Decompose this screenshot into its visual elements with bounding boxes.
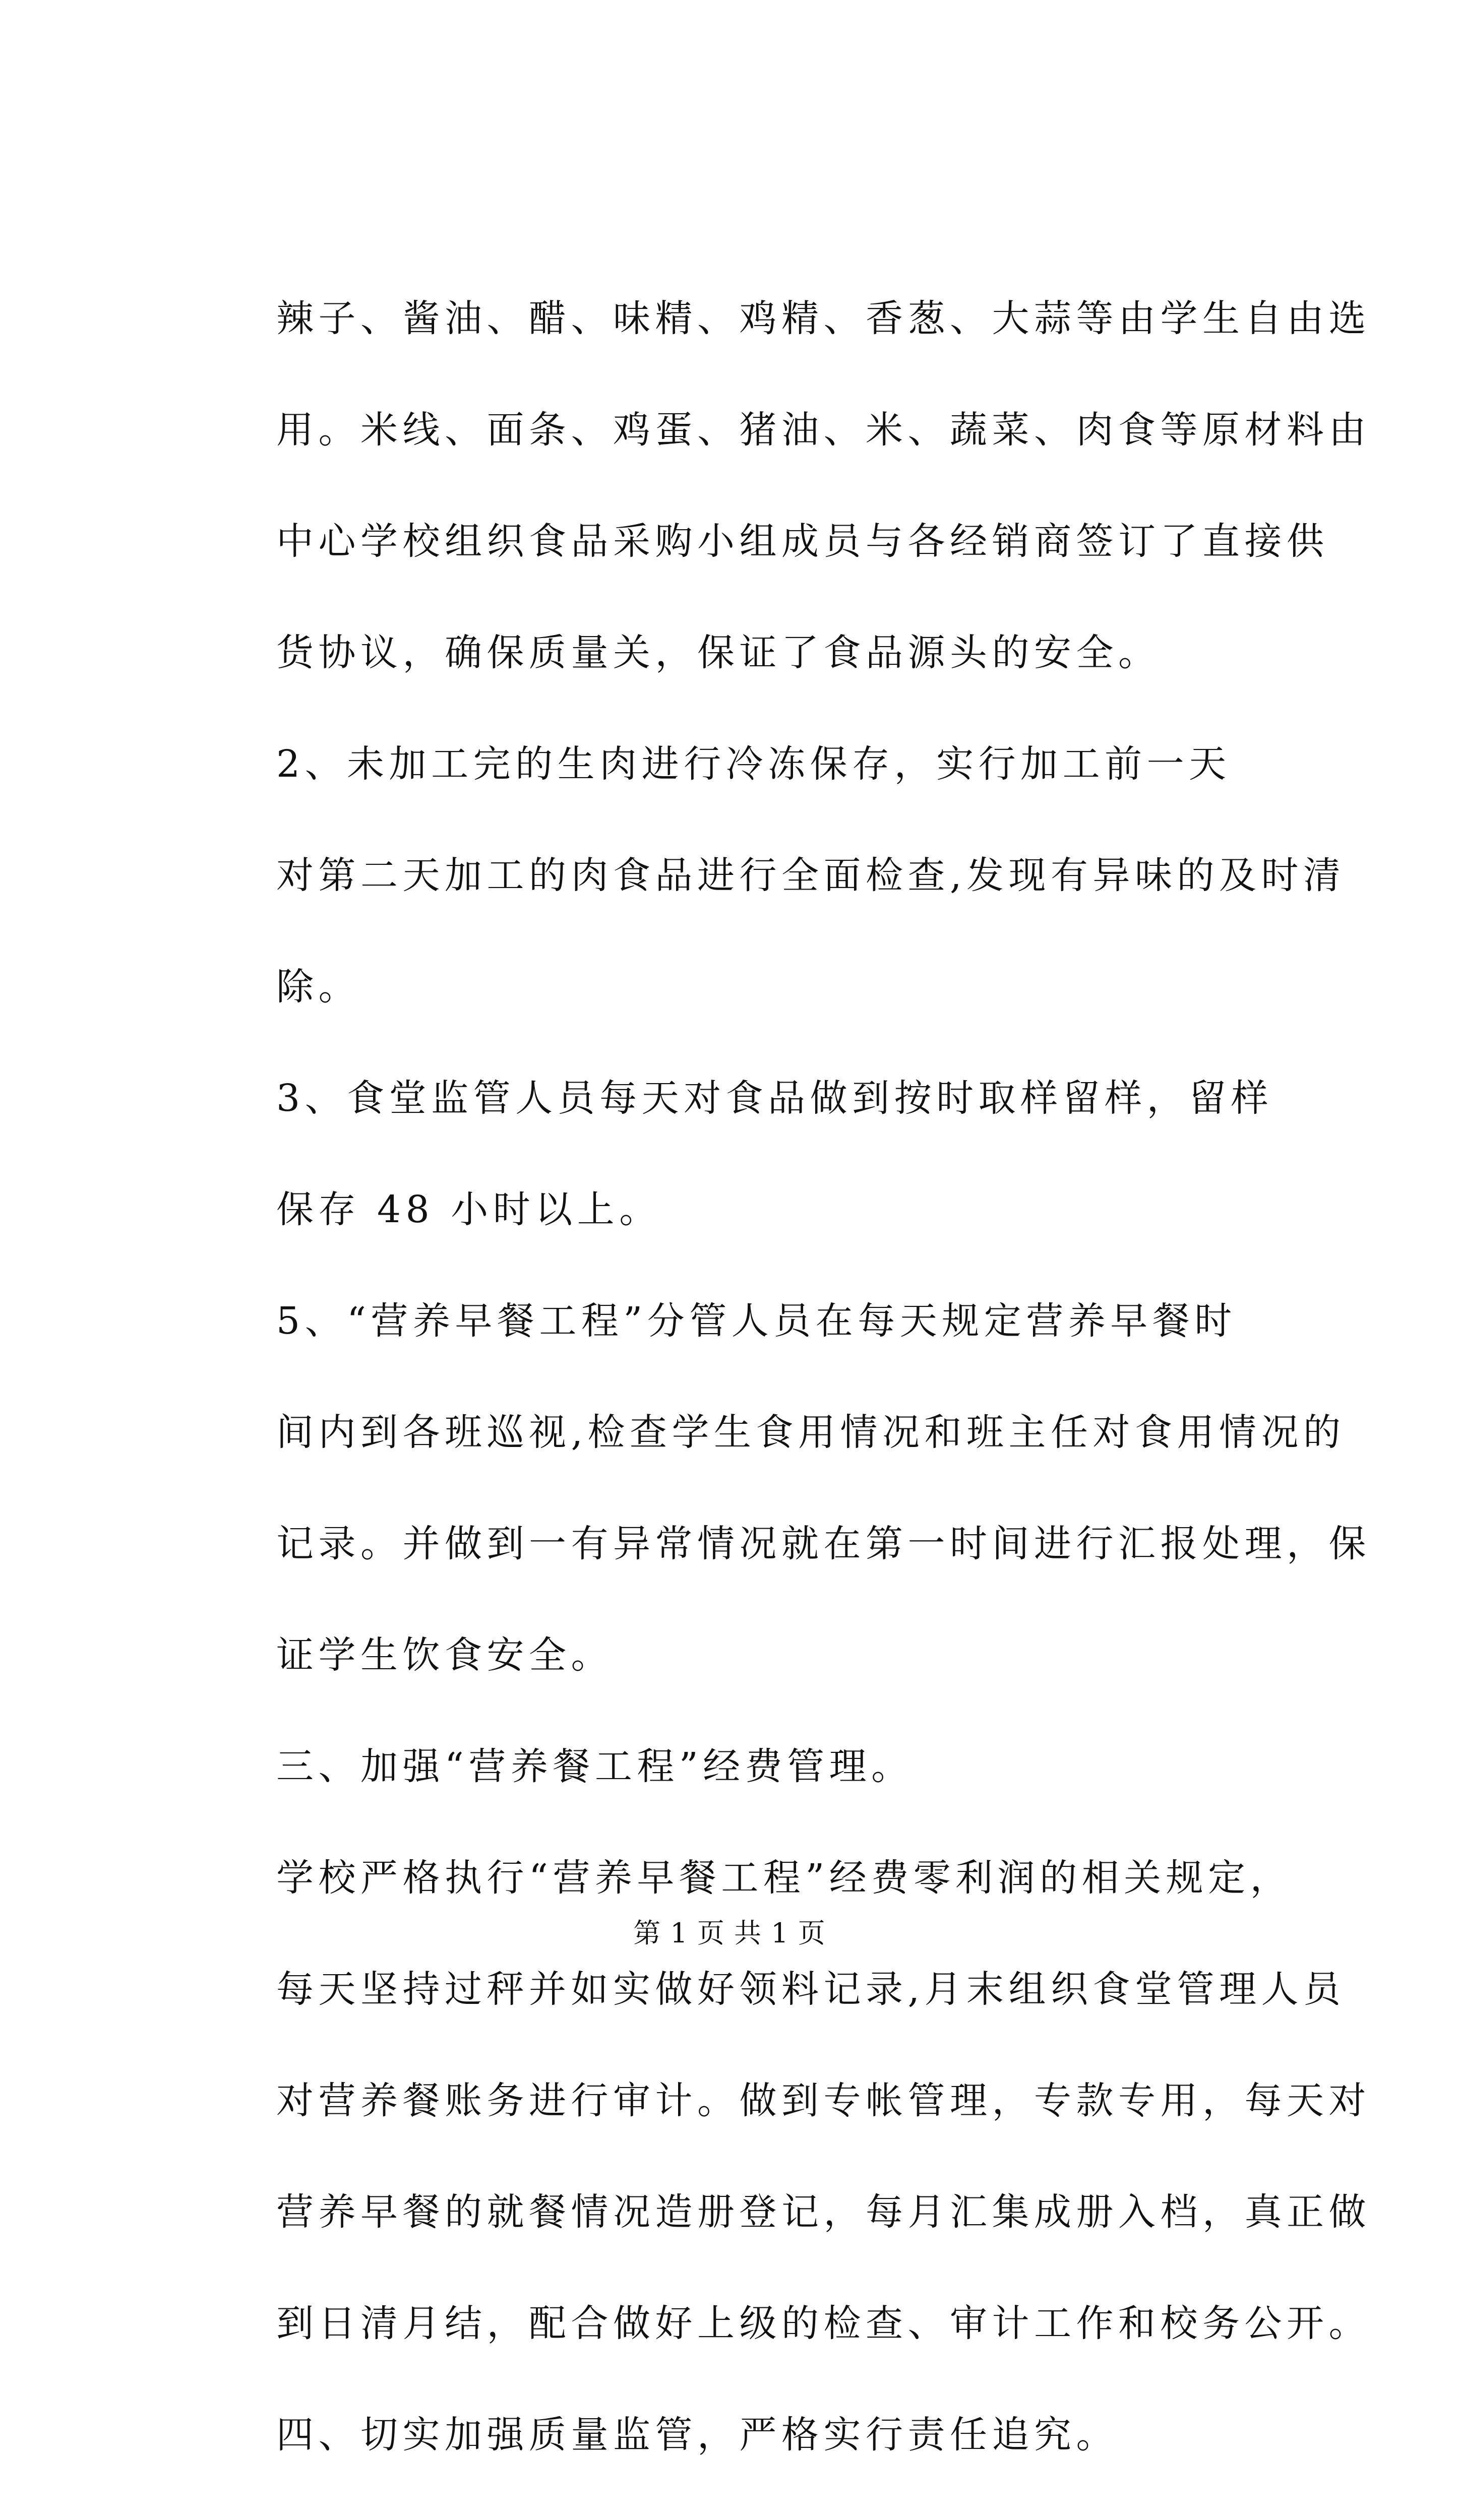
text-line: 到日清月结，配合做好上级的检查、审计工作和校务公开。 (276, 2302, 1371, 2345)
text-line: 学校严格执行“营养早餐工程”经费零利润的相关规定， (276, 1856, 1293, 1900)
section-heading: 四、切实加强质量监管，严格实行责任追究。 (276, 2413, 1118, 2456)
text-line: 证学生饮食安全。 (276, 1633, 613, 1677)
text-line: 辣子、酱油、醋、味精、鸡精、香葱、大蒜等由学生自由选 (276, 297, 1371, 340)
section-heading: 三、加强“营养餐工程”经费管理。 (276, 1745, 914, 1788)
text-line: 5、“营养早餐工程”分管人员在每天规定营养早餐时 (276, 1299, 1237, 1343)
text-line: 除。 (276, 965, 360, 1009)
text-line: 对第二天加工的肉食品进行全面检查,发现有异味的及时清 (276, 854, 1346, 897)
text-line: 对营养餐账务进行审计。做到专帐管理，专款专用，每天对 (276, 2079, 1371, 2122)
text-line: 中心学校组织食品采购小组成员与各经销商签订了直接供 (276, 520, 1329, 563)
text-line: 间内到各班巡视,检查学生食用情况和班主任对食用情况的 (276, 1411, 1346, 1454)
text-line (276, 2491, 1295, 2520)
body-text (276, 263, 1371, 2520)
text-line: 保存 48 小时以上。 (276, 1188, 661, 1231)
text-line: 货协议，确保质量关，保证了食品源头的安全。 (276, 631, 1161, 674)
text-line: 用。米线、面条、鸡蛋、猪油、米、蔬菜、肉食等原材料由 (276, 408, 1371, 452)
text-line: 每天坚持过秤并如实做好领料记录,月末组织食堂管理人员 (276, 1968, 1346, 2011)
text-line: 2、未加工完的生肉进行冷冻保存，实行加工前一天 (276, 742, 1231, 786)
text-line: 3、食堂监管人员每天对食品做到按时取样留样，留样 (276, 1077, 1273, 1120)
text-line: 记录。并做到一有异常情况就在第一时间进行汇报处理，保 (276, 1522, 1371, 1565)
text-line: 营养早餐的就餐情况造册登记，每月汇集成册入档，真正做 (276, 2190, 1371, 2234)
page-number: 第 1 页 共 1 页 (633, 1917, 826, 1949)
